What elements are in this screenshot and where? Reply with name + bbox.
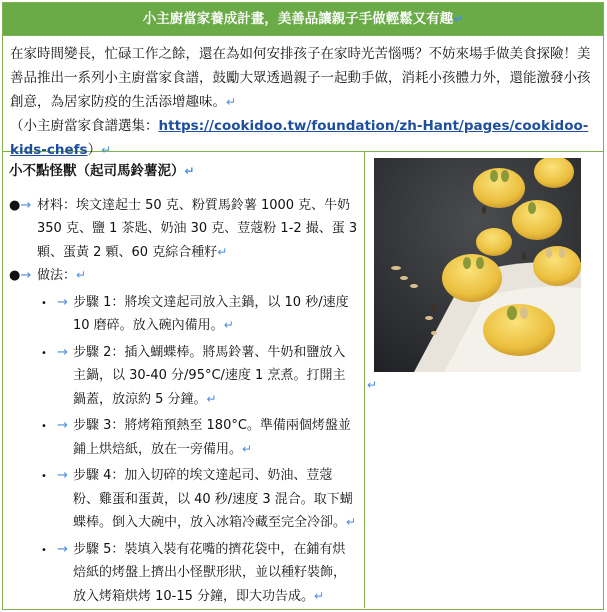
paragraph-mark: ↵ xyxy=(76,268,87,282)
paragraph-mark: ↵ xyxy=(217,244,228,259)
bullet-icon: • xyxy=(41,347,47,359)
recipe-title xyxy=(9,160,358,184)
ingredients-list: 埃文達起士 50 克、粉質馬鈴薯 1000 克、牛奶 350 克、鹽 1 茶匙、奶油 30 克、荳蔻粉 1-2 撮、蛋 3 顆、蛋黃 2 顆、60 克綜合種籽 xyxy=(37,197,358,260)
paragraph-mark: ↵ xyxy=(314,588,325,603)
paragraph-mark: ↵ xyxy=(226,95,237,109)
link-suffix: ） xyxy=(87,142,102,158)
step-text xyxy=(73,291,358,338)
step-text xyxy=(73,414,358,461)
document-table xyxy=(2,2,604,610)
method-item xyxy=(9,264,358,288)
paragraph-mark: ↵ xyxy=(453,12,464,26)
tab-arrow-icon: → xyxy=(20,268,32,283)
step-text xyxy=(73,464,358,535)
paragraph-mark: ↵ xyxy=(367,378,378,392)
step-item xyxy=(41,341,358,412)
tab-arrow-icon: → xyxy=(20,197,32,213)
ingredients-item xyxy=(9,194,358,265)
bullet-glyph: ● xyxy=(9,197,21,213)
cookidoo-link[interactable]: https://cookidoo.tw/foundation/zh-Hant/pages/cookidoo-kids-chefs xyxy=(10,118,589,158)
recipe-row xyxy=(3,152,603,608)
tab-arrow-icon: → xyxy=(57,418,68,433)
bullet-icon xyxy=(9,264,37,288)
step-item xyxy=(41,464,358,535)
step-5: 步驟 5：裝填入裝有花嘴的擠花袋中，在鋪有烘焙紙的烤盤上擠出小怪獸形狀，並以種籽裝飾，放入烤箱烘烤 10-15 分鐘，即大功告成。 xyxy=(73,541,347,604)
ingredients-label: 材料： xyxy=(37,197,77,213)
bullet-icon: • xyxy=(41,544,47,556)
bullet-icon: • xyxy=(41,471,47,482)
paragraph-mark: ↵ xyxy=(346,515,357,529)
mashed-potato-monsters-photo xyxy=(374,158,581,372)
bullet-glyph: ● xyxy=(9,268,21,283)
step-2: 步驟 2：插入蝴蝶棒。將馬鈴薯、牛奶和鹽放入主鍋，以 30-40 分/95°C/速度 1 烹煮。打開主鍋蓋，放涼約 5 分鐘。 xyxy=(73,344,346,407)
paragraph-mark: ↵ xyxy=(206,391,217,406)
tab-arrow-icon: → xyxy=(57,541,68,557)
step-3: 步驟 3：將烤箱預熱至 180°C。準備兩個烤盤並鋪上烘焙紙，放在一旁備用。 xyxy=(73,418,351,457)
bullet-icon xyxy=(9,194,37,265)
recipe-title-text: 小不點怪獸（起司馬鈴薯泥） xyxy=(9,163,185,179)
step-item xyxy=(41,414,358,461)
intro-cell xyxy=(3,36,603,158)
bullet-icon: • xyxy=(41,297,47,309)
step-1: 步驟 1：將埃文達起司放入主鍋，以 10 秒/速度 10 磨碎。放入碗內備用。 xyxy=(73,294,349,333)
tab-arrow-icon: → xyxy=(57,344,68,360)
header-row xyxy=(3,3,603,36)
step-text xyxy=(73,341,358,412)
header-title: 小主廚當家養成計畫，美善品讓親子手做輕鬆又有趣 xyxy=(142,11,454,27)
intro-paragraph: 在家時間變長，忙碌工作之餘，還在為如何安排孩子在家時光苦惱嗎？不妨來場手做美食探險！美善品推出一系列小主廚當家食譜，鼓勵大眾透過親子一起動手做，消耗小孩體力外，還能激發小孩創意，為居家防疫的生活添增趣味。 xyxy=(10,46,591,110)
paragraph-mark: ↵ xyxy=(184,164,195,178)
photo-illustration xyxy=(374,158,581,372)
step-item xyxy=(41,538,358,609)
step-item xyxy=(41,291,358,338)
tab-arrow-icon: → xyxy=(57,294,68,310)
method-label: 做法： xyxy=(37,268,77,283)
photo-cell xyxy=(365,152,603,608)
step-4: 步驟 4：加入切碎的埃文達起司、奶油、荳蔻粉、雞蛋和蛋黃，以 40 秒/速度 3 混合。取下蝴蝶棒。倒入大碗中，放入冰箱冷藏至完全冷卻。 xyxy=(73,468,353,530)
paragraph-mark: ↵ xyxy=(223,318,234,332)
method-label-text xyxy=(37,264,86,288)
paragraph-mark: ↵ xyxy=(101,143,112,157)
recipe-cell xyxy=(3,152,365,608)
bullet-icon: • xyxy=(41,421,47,432)
step-text xyxy=(73,538,358,609)
tab-arrow-icon: → xyxy=(57,468,68,483)
link-prefix: （小主廚當家食譜選集： xyxy=(10,118,159,134)
ingredients-text xyxy=(37,194,358,265)
paragraph-mark: ↵ xyxy=(242,441,253,456)
